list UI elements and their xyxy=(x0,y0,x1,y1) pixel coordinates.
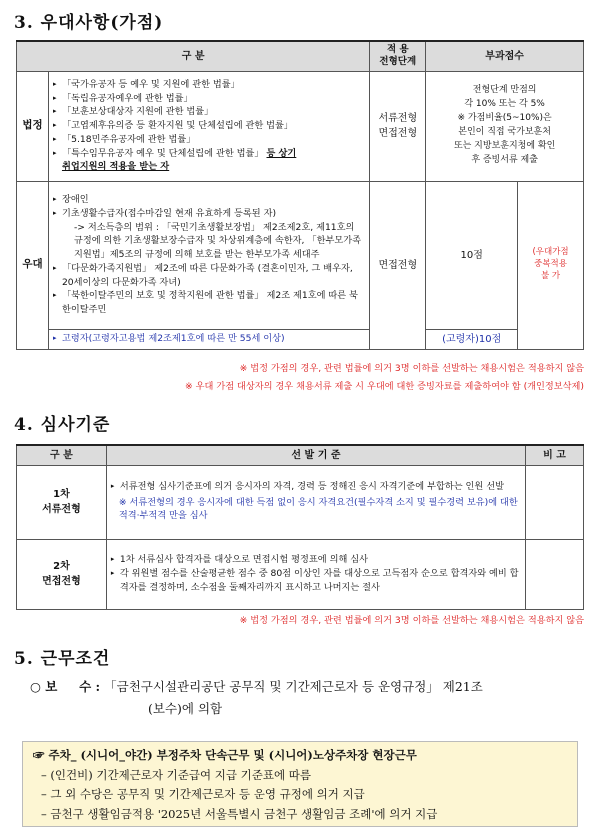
pay-condition xyxy=(30,676,483,720)
pref-items xyxy=(48,181,369,329)
pref-item-disabled: ▸ 장애인 xyxy=(53,193,365,207)
pref-label: 우대 xyxy=(17,181,49,349)
pay-label: ○ 보 수 : xyxy=(30,679,101,694)
legal-stage: 서류전형 면접전형 xyxy=(370,71,426,181)
criteria-header-remark: 비 고 xyxy=(526,445,584,465)
legal-item: ▸ 「5.18민주유공자에 관한 법률」 xyxy=(53,133,365,147)
section-5-title: 5. 근무조건 xyxy=(14,649,111,669)
legal-item: ▸ 「고엽제후유의증 등 환자지원 및 단체설립에 관한 법률」 xyxy=(53,119,365,133)
legal-label: 법정 xyxy=(17,71,49,181)
pref-stage: 면접전형 xyxy=(370,181,426,349)
criteria-round1 xyxy=(106,465,525,539)
pref-elder xyxy=(48,329,369,349)
criteria-round1-remark xyxy=(526,465,584,539)
criteria-round1-item: ▸ 서류전형 심사기준표에 의거 응시자의 자격, 경력 등 정해진 응시 자격기준에 부합하는 인원 선발 xyxy=(111,480,521,494)
criteria-round2-item: ▸ 1차 서류심사 합격자를 대상으로 면접시험 평정표에 의해 심사 xyxy=(111,553,521,567)
work-info-line: – 금천구 생활임금적용 '2025년 서울특별시 금천구 생활임금 조례'에 의거 지급 xyxy=(41,806,438,821)
legal-item-last-plain: 「특수임무유공자 예우 및 단체설립에 관한 법률」 xyxy=(61,147,264,159)
work-info-heading: ☞ 주차_ (시니어_야간) 부정주차 단속근무 및 (시니어)노상주차장 현장근무 xyxy=(33,748,417,762)
legal-item-last-underline-2: 취업지원의 적용을 받는 자 xyxy=(61,161,170,173)
criteria-round2-remark xyxy=(526,539,584,609)
pref-points: 10점 xyxy=(426,181,518,329)
work-info-line: – 그 외 수당은 공무직 및 기간제근로자 등 운영 규정에 의거 지급 xyxy=(41,787,365,802)
pref-item-basic-living-text: 기초생활수급자(접수마감일 현재 유효하게 등록된 자) xyxy=(61,207,277,219)
legal-item-last-underline: 등 상기 xyxy=(266,147,297,159)
legal-item: ▸ 「국가유공자 등 예우 및 지원에 관한 법률」 xyxy=(53,78,365,92)
criteria-round1-note: ※ 서류전형의 경우 응시자에 대한 득점 없이 응시 자격요건(필수자격 소지 및 필수경력 보유)에 대한 적격·부적격 만을 심사 xyxy=(118,496,518,522)
pref-item-north-korean: ▸ 「북한이탈주민의 보호 및 정착지원에 관한 법률」 제2조 제1호에 따른 북한이탈주민 xyxy=(53,289,365,317)
work-info-box xyxy=(22,741,578,827)
pref-item-multicultural: ▸ 「다문화가족지원법」 제2조에 따른 다문화가족 (결혼이민자, 그 배우자, 20세이상의 다문화가족 자녀) xyxy=(53,262,365,290)
pref-elder-points: (고령자)10점 xyxy=(426,329,518,349)
header-stage: 적 용 전형단계 xyxy=(370,41,426,71)
sec3-note-pref: ※ 우대 가점 대상자의 경우 채용서류 제출 시 우대에 대한 증빙자료를 제출하여야 함 (개인정보삭제) xyxy=(185,381,584,392)
criteria-round2-label: 2차 면접전형 xyxy=(17,539,107,609)
legal-item: ▸ 「보훈보상대상자 지원에 관한 법률」 xyxy=(53,105,365,119)
criteria-table xyxy=(16,444,584,610)
criteria-round2-item: ▸ 각 위원별 점수를 산술평균한 점수 중 80점 이상인 자를 대상으로 고득점자 순으로 합격자와 예비 합격자를 결정하며, 소수점을 둘째자리까지 표시하고 나머지는 절사 xyxy=(111,567,521,595)
work-info-line: – (인건비) 기간제근로자 기준급여 지급 기준표에 따름 xyxy=(41,767,311,782)
header-points: 부과점수 xyxy=(426,41,584,71)
pref-elder-text: ▸ 고령자(고령자고용법 제2조제1호에 따른 만 55세 이상) xyxy=(53,332,365,346)
sec4-note-legal: ※ 법정 가점의 경우, 관련 법률에 의거 3명 이하를 선발하는 채용시험은 적용하지 않음 xyxy=(239,615,584,626)
preference-table xyxy=(16,40,584,350)
criteria-round1-label: 1차 서류전형 xyxy=(17,465,107,539)
section-4-title: 4. 심사기준 xyxy=(14,415,111,435)
pref-item-basic-living xyxy=(53,207,365,262)
section-3-title: 3. 우대사항(가점) xyxy=(14,13,164,33)
legal-points: 전형단계 만점의 각 10% 또는 각 5% ※ 가점비율(5~10%)은 본인이 직접 국가보훈처 또는 지방보훈지청에 확인 후 증빙서류 제출 xyxy=(426,71,584,181)
sec3-note-legal: ※ 법정 가점의 경우, 관련 법률에 의거 3명 이하를 선발하는 채용시험은 적용하지 않음 xyxy=(239,363,584,374)
criteria-header-category: 구 분 xyxy=(17,445,107,465)
header-category: 구 분 xyxy=(17,41,370,71)
legal-item: ▸ 「독립유공자예우에 관한 법률」 xyxy=(53,92,365,106)
pref-remark: (우대가점 중복적용 불 가 xyxy=(518,181,584,349)
legal-items xyxy=(48,71,369,181)
criteria-round2 xyxy=(106,539,525,609)
pay-text-2: (보수)에 의함 xyxy=(148,700,223,716)
pref-item-low-income: -> 저소득층의 범위 : 「국민기초생활보장법」 제2조제2호, 제11호의 규정에 의한 기초생활보장수급자 및 차상위계층에 속한자, 「한부모가족지원법」제5조의 규정에 의해 보호를 받는 한부모가족 세대주 xyxy=(73,221,361,261)
pay-text: 「금천구시설관리공단 공무직 및 기간제근로자 등 운영규정」 제21조 xyxy=(104,679,483,694)
criteria-header-criteria: 선 발 기 준 xyxy=(106,445,525,465)
legal-item-last xyxy=(53,147,365,175)
